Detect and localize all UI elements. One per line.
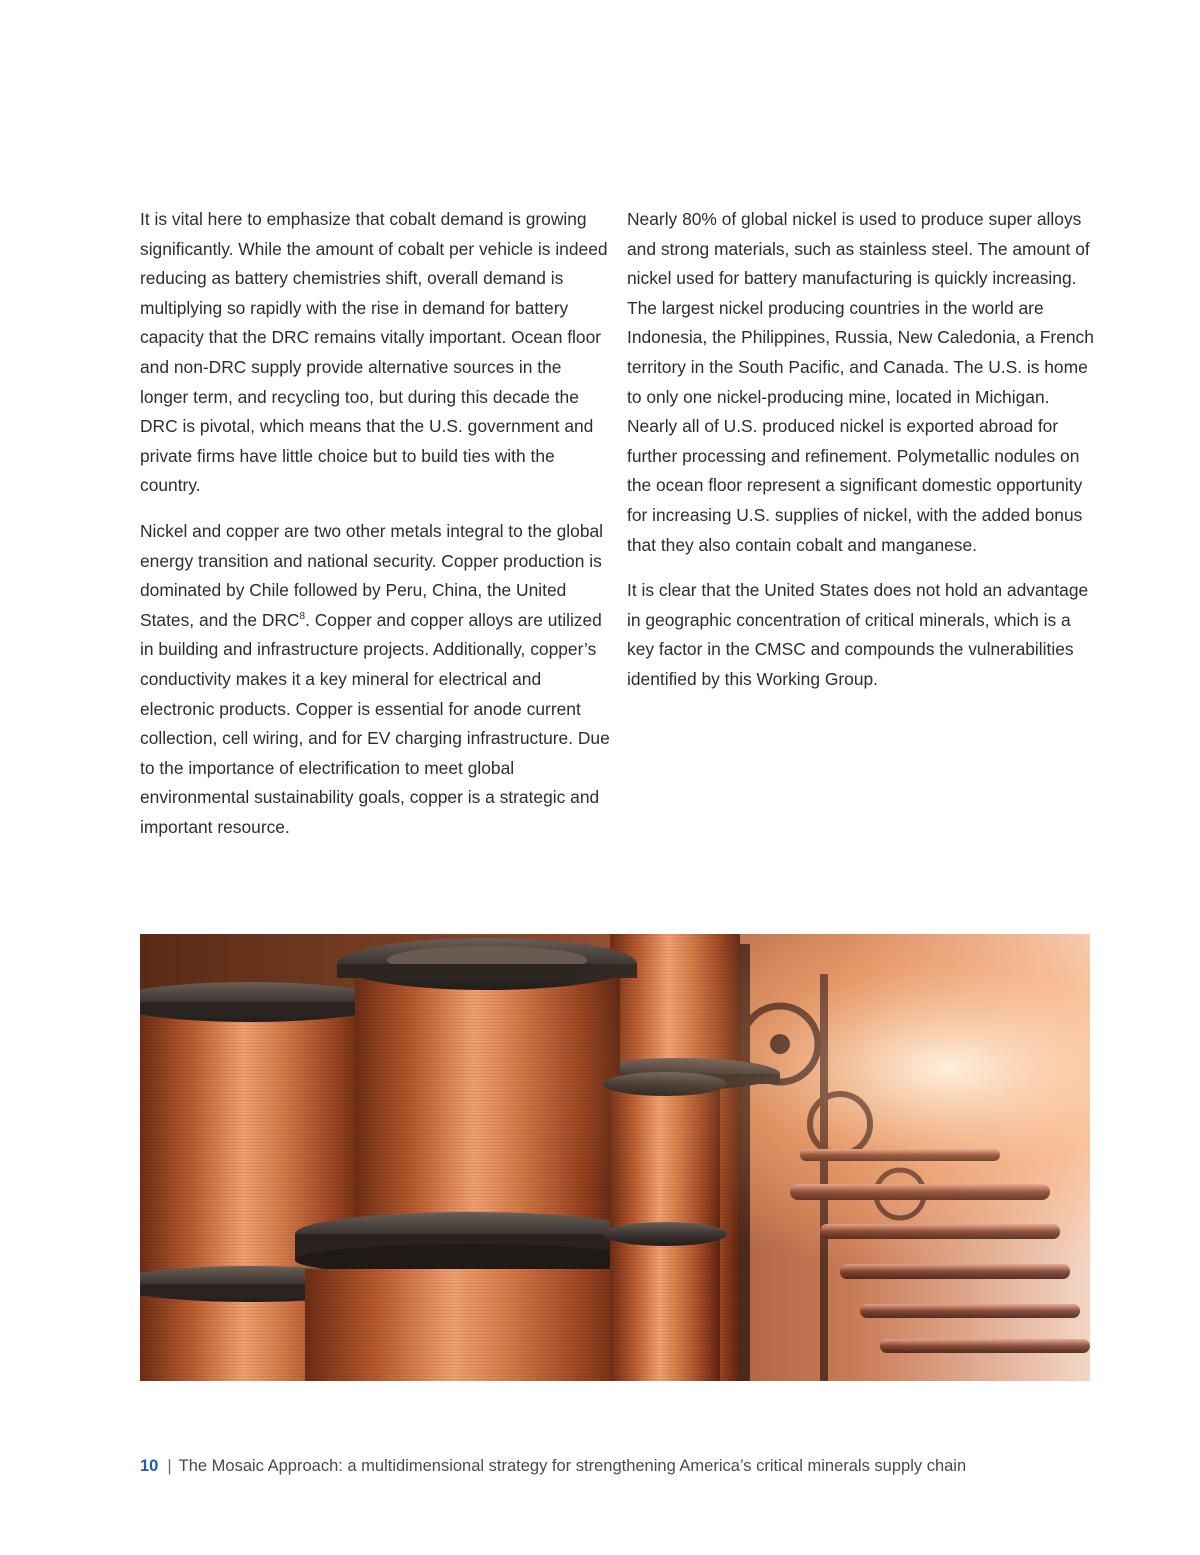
paragraph-text: . Copper and copper alloys are utilized in building and infrastructure projects. Additionally, copper’s conductivity makes it a key mineral for electrical and electronic products. Copper is essential for anode current collection, cell wiring, and for EV charging infrastructure. Due to the importance of electrification to meet global environmental sustainability goals, copper is a strategic and important resource. (140, 609, 610, 837)
body-paragraph: It is clear that the United States does not hold an advantage in geographic concentration of critical minerals, which is a key factor in the CMSC and compounds the vulnerabilities identified by this Working Group. (627, 580, 1089, 689)
body-paragraph: It is vital here to emphasize that cobalt demand is growing significantly. While the amount of cobalt per vehicle is indeed reducing as battery chemistries shift, overall demand is multiplying so rapidly with the rise in demand for battery capacity that the DRC remains vitally important. Ocean floor and non-DRC supply provide alternative sources in the longer term, and recycling too, but during this decade the DRC is pivotal, which means that the U.S. government and private firms have little choice but to build ties with the country. (140, 209, 608, 496)
body-paragraph: Nearly 80% of global nickel is used to produce super alloys and strong materials, such as stainless steel. The amount of nickel used for battery manufacturing is quickly increasing. The largest nickel producing countries in the world are Indonesia, the Philippines, Russia, New Caledonia, a French territory in the South Pacific, and Canada. The U.S. is home to only one nickel-producing mine, located in Michigan. Nearly all of U.S. produced nickel is exported abroad for further processing and refinement. Polymetallic nodules on the ocean floor represent a significant domestic opportunity for increasing U.S. supplies of nickel, with the added bonus that they also contain cobalt and manganese. (627, 209, 1094, 555)
right-column (627, 205, 1097, 711)
copper-wire-spools-photo (140, 934, 1090, 1381)
footer-title: The Mosaic Approach: a multidimensional strategy for strengthening America’s critical minerals supply chain (178, 1457, 967, 1475)
paragraph-text: Nickel and copper are two other metals integral to the global energy transition and national security. Copper production is dominated by Chile followed by Peru, China, the United States, and the DRC (140, 520, 604, 630)
left-column (140, 205, 610, 858)
footnote-reference[interactable]: 8 (299, 610, 306, 622)
body-paragraph (140, 517, 610, 843)
page-number: 10 (140, 1457, 159, 1475)
page-footer (140, 1457, 966, 1476)
footer-separator: | (167, 1457, 172, 1475)
